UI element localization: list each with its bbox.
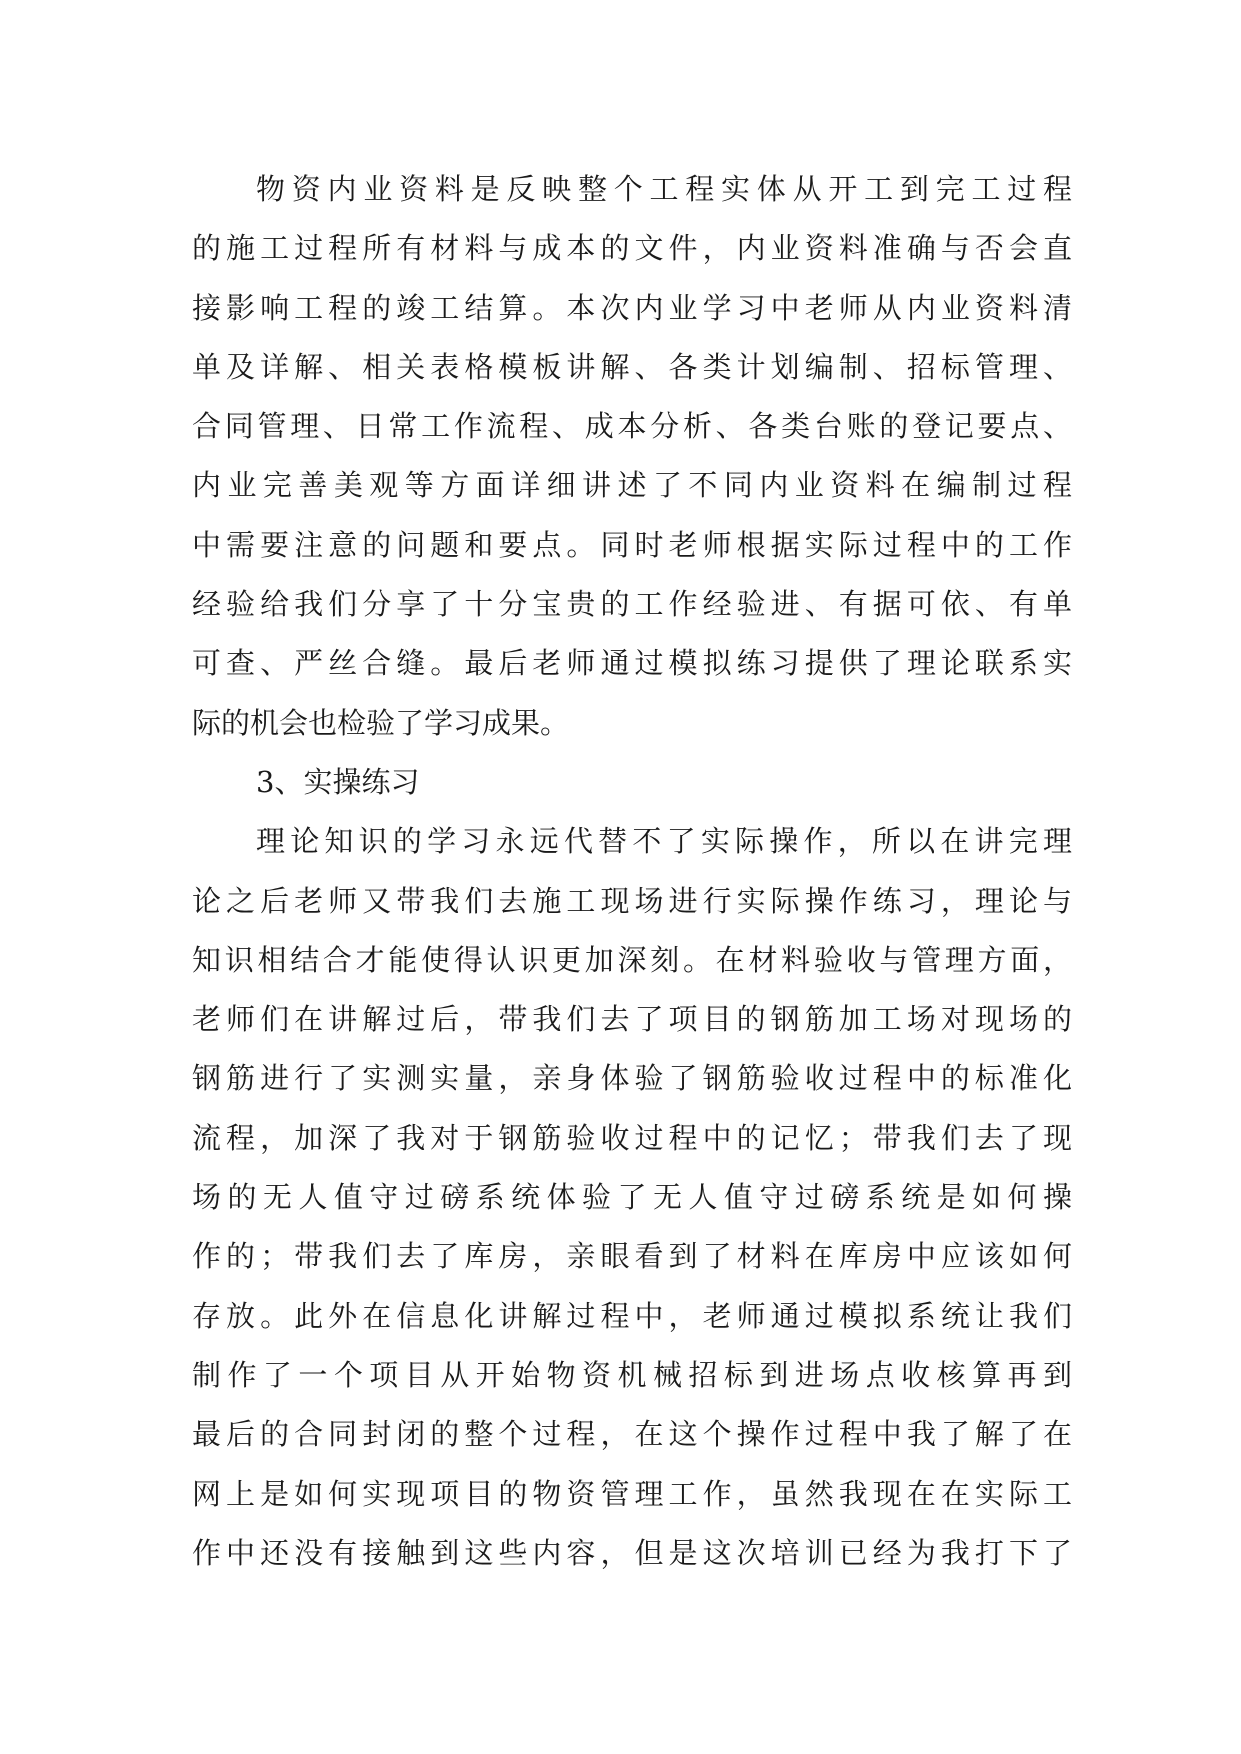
text-line: 可查、严丝合缝。最后老师通过模拟练习提供了理论联系实 xyxy=(192,646,1072,681)
text-line: 际的机会也检验了学习成果。 xyxy=(192,705,570,740)
text-line: 理论知识的学习永远代替不了实际操作，所以在讲完理 xyxy=(256,824,1072,859)
text-line: 内业完善美观等方面详细讲述了不同内业资料在编制过程 xyxy=(192,468,1072,503)
text-line: 流程，加深了我对于钢筋验收过程中的记忆；带我们去了现 xyxy=(192,1120,1072,1155)
text-line: 的施工过程所有材料与成本的文件，内业资料准确与否会直 xyxy=(192,231,1072,266)
text-line: 经验给我们分享了十分宝贵的工作经验进、有据可依、有单 xyxy=(192,587,1072,622)
text-line: 单及详解、相关表格模板讲解、各类计划编制、招标管理、 xyxy=(192,349,1072,384)
text-line: 物资内业资料是反映整个工程实体从开工到完工过程 xyxy=(256,172,1072,206)
text-line: 网上是如何实现项目的物资管理工作，虽然我现在在实际工 xyxy=(192,1476,1072,1511)
text-line: 场的无人值守过磅系统体验了无人值守过磅系统是如何操 xyxy=(192,1180,1072,1215)
body-text xyxy=(192,160,1072,1583)
text-line: 制作了一个项目从开始物资机械招标到进场点收核算再到 xyxy=(192,1357,1072,1392)
text-line: 最后的合同封闭的整个过程，在这个操作过程中我了解了在 xyxy=(192,1417,1072,1452)
text-line: 作中还没有接触到这些内容，但是这次培训已经为我打下了 xyxy=(192,1535,1072,1570)
text-line: 钢筋进行了实测实量，亲身体验了钢筋验收过程中的标准化 xyxy=(192,1061,1072,1096)
text-line: 接影响工程的竣工结算。本次内业学习中老师从内业资料清 xyxy=(192,290,1072,325)
text-line: 论之后老师又带我们去施工现场进行实际操作练习，理论与 xyxy=(192,883,1072,918)
text-line: 合同管理、日常工作流程、成本分析、各类台账的登记要点、 xyxy=(192,409,1072,444)
text-line: 老师们在讲解过后，带我们去了项目的钢筋加工场对现场的 xyxy=(192,1002,1072,1037)
text-line: 中需要注意的问题和要点。同时老师根据实际过程中的工作 xyxy=(192,527,1072,562)
text-line: 作的；带我们去了库房，亲眼看到了材料在库房中应该如何 xyxy=(192,1239,1072,1274)
text-line: 知识相结合才能使得认识更加深刻。在材料验收与管理方面， xyxy=(192,942,1072,977)
section-heading: 3、实操练习 xyxy=(256,764,420,799)
text-line: 存放。此外在信息化讲解过程中，老师通过模拟系统让我们 xyxy=(192,1298,1072,1333)
